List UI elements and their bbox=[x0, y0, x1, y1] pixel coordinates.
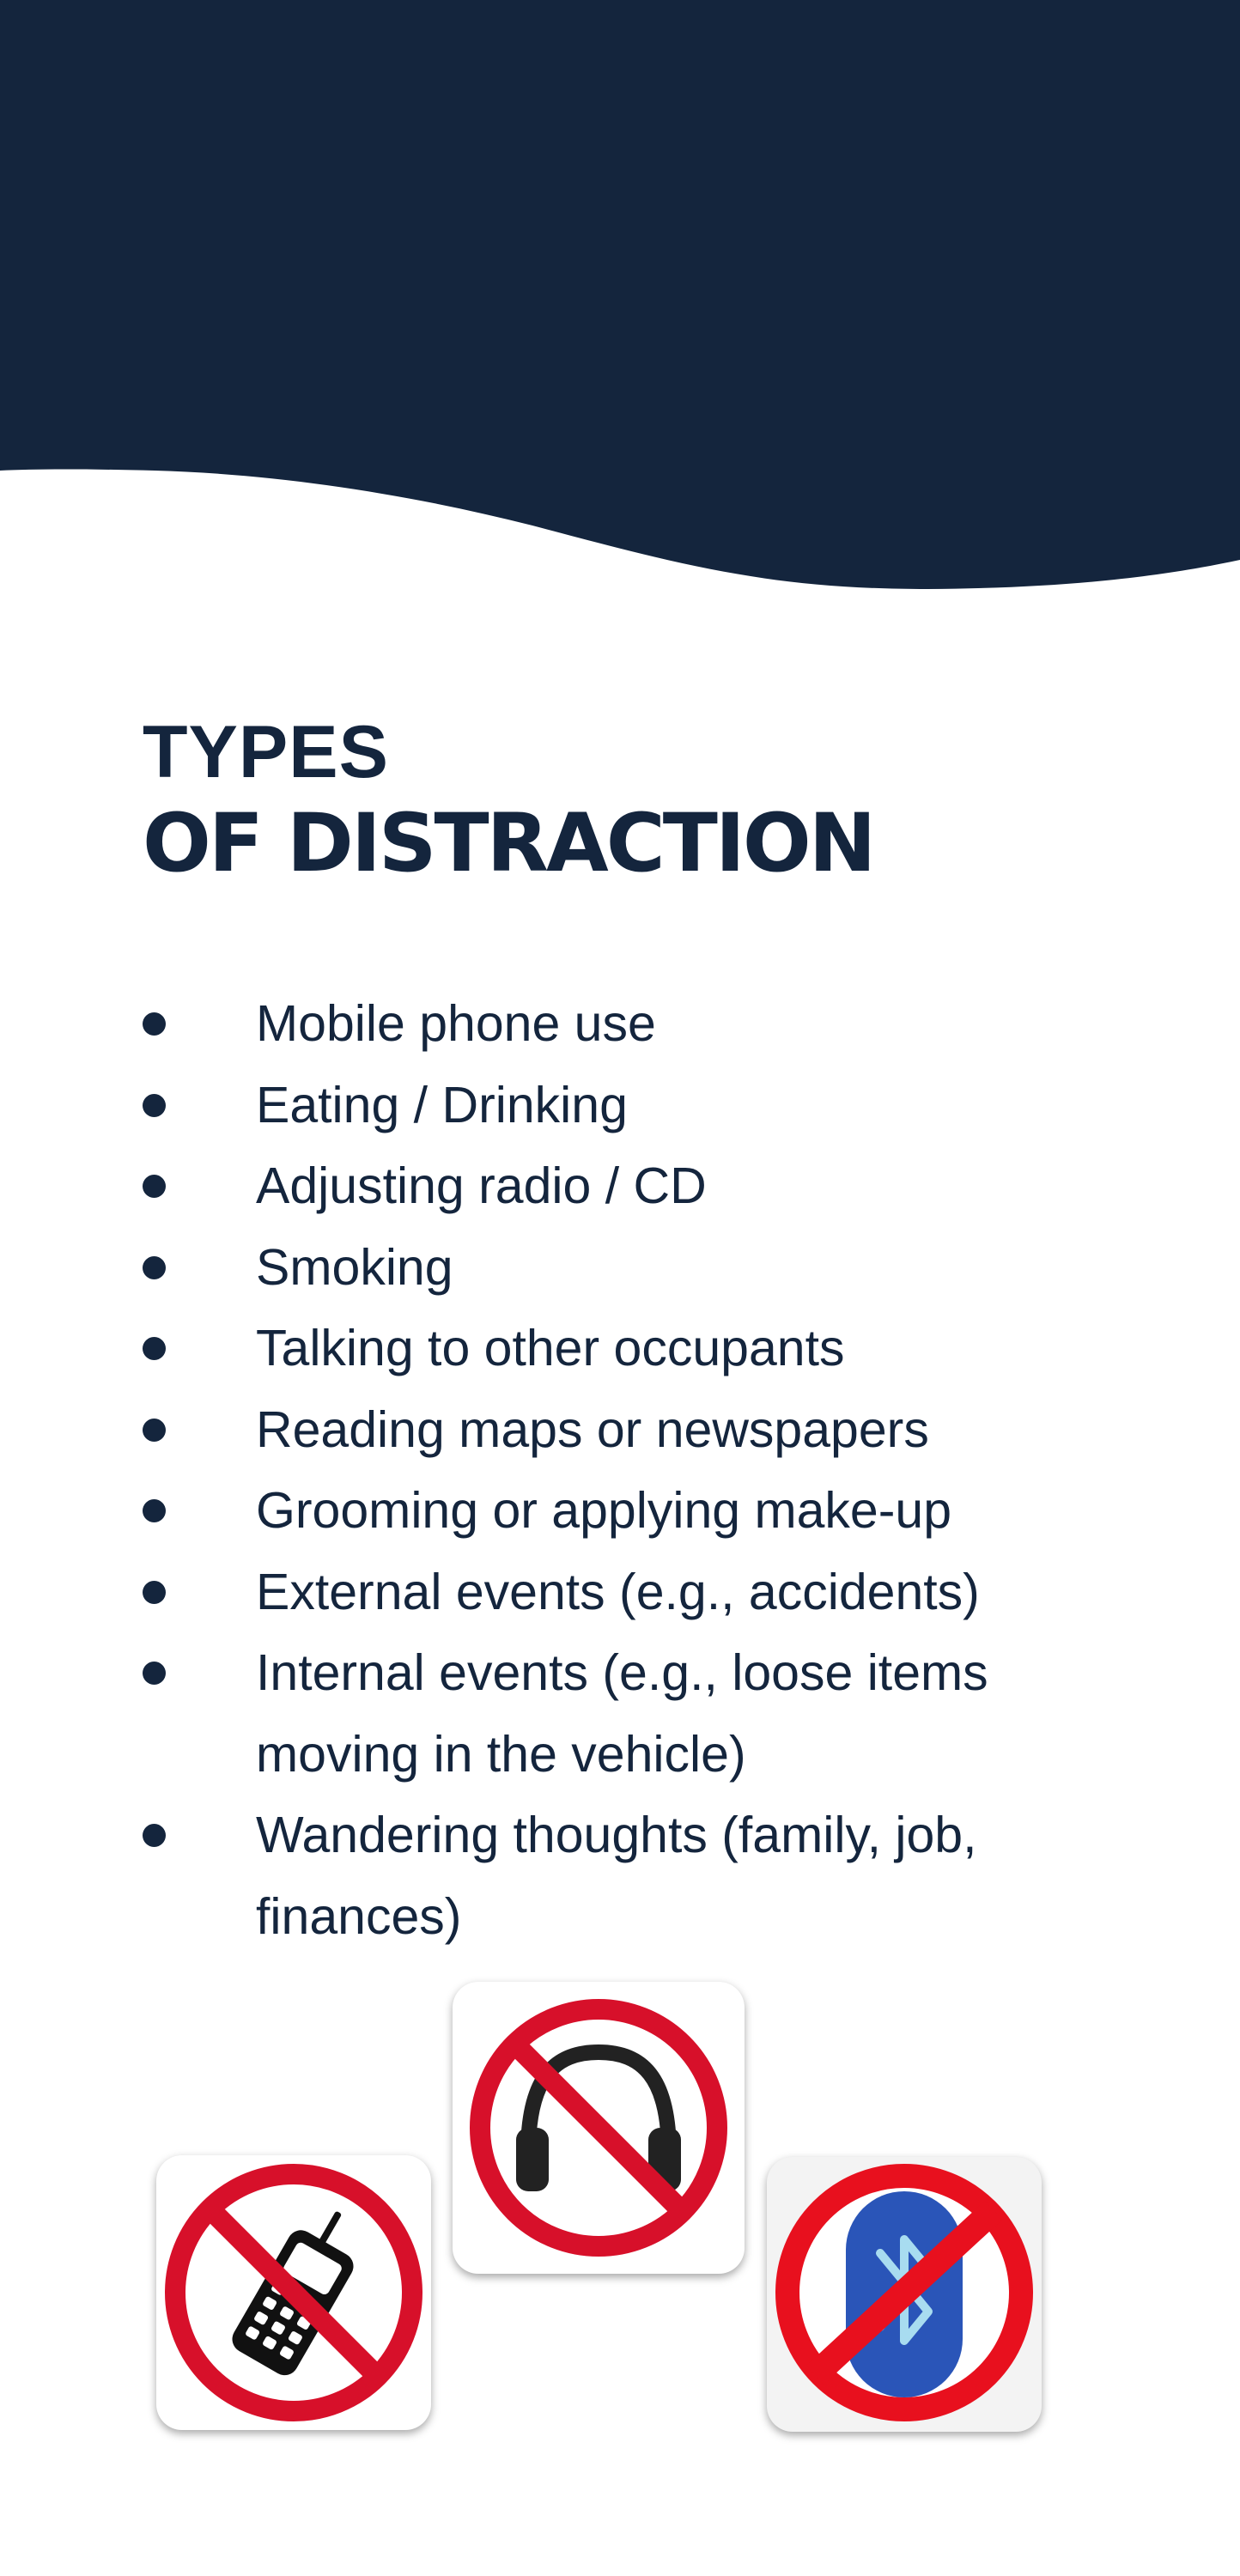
bullet-icon bbox=[143, 1662, 166, 1685]
list-item bbox=[143, 1795, 1130, 1957]
bullet-icon bbox=[143, 1012, 166, 1036]
distraction-list bbox=[143, 983, 1130, 1957]
list-item-text: Mobile phone use bbox=[256, 995, 656, 1052]
no-bluetooth-icon bbox=[767, 2157, 1042, 2432]
list-item bbox=[143, 1470, 1130, 1552]
bullet-icon bbox=[143, 1419, 166, 1442]
list-item-text: Smoking bbox=[256, 1238, 453, 1296]
list-item bbox=[143, 1389, 1130, 1471]
bullet-icon bbox=[143, 1499, 166, 1522]
list-item bbox=[143, 1145, 1130, 1227]
title-line-of-distraction: OF DISTRACTION bbox=[143, 797, 874, 890]
list-item-text: Grooming or applying make-up bbox=[256, 1482, 952, 1539]
title-line-types: TYPES bbox=[143, 711, 389, 793]
list-item bbox=[143, 1308, 1130, 1389]
no-headphones-icon bbox=[453, 1982, 745, 2274]
header-wave-background bbox=[0, 0, 1240, 601]
list-item-text: Talking to other occupants bbox=[256, 1320, 845, 1376]
bullet-icon bbox=[143, 1175, 166, 1198]
list-item-text: Reading maps or newspapers bbox=[256, 1400, 929, 1458]
page-title bbox=[143, 709, 873, 891]
bullet-icon bbox=[143, 1256, 166, 1279]
bullet-icon bbox=[143, 1581, 166, 1604]
list-item-text: Eating / Drinking bbox=[256, 1076, 628, 1133]
bullet-icon bbox=[143, 1337, 166, 1360]
list-item bbox=[143, 1065, 1130, 1146]
no-mobile-phone-icon bbox=[156, 2155, 431, 2430]
bullet-icon bbox=[143, 1094, 166, 1117]
list-item bbox=[143, 1227, 1130, 1309]
list-item-text: External events (e.g., accidents) bbox=[256, 1563, 980, 1620]
list-item bbox=[143, 1632, 1130, 1795]
list-item-text: Internal events (e.g., loose items moving in the vehicle) bbox=[256, 1644, 988, 1783]
list-item-text: Wandering thoughts (family, job, finances) bbox=[256, 1807, 977, 1945]
list-item bbox=[143, 983, 1130, 1065]
bullet-icon bbox=[143, 1824, 166, 1847]
list-item-text: Adjusting radio / CD bbox=[256, 1157, 707, 1214]
list-item bbox=[143, 1552, 1130, 1633]
